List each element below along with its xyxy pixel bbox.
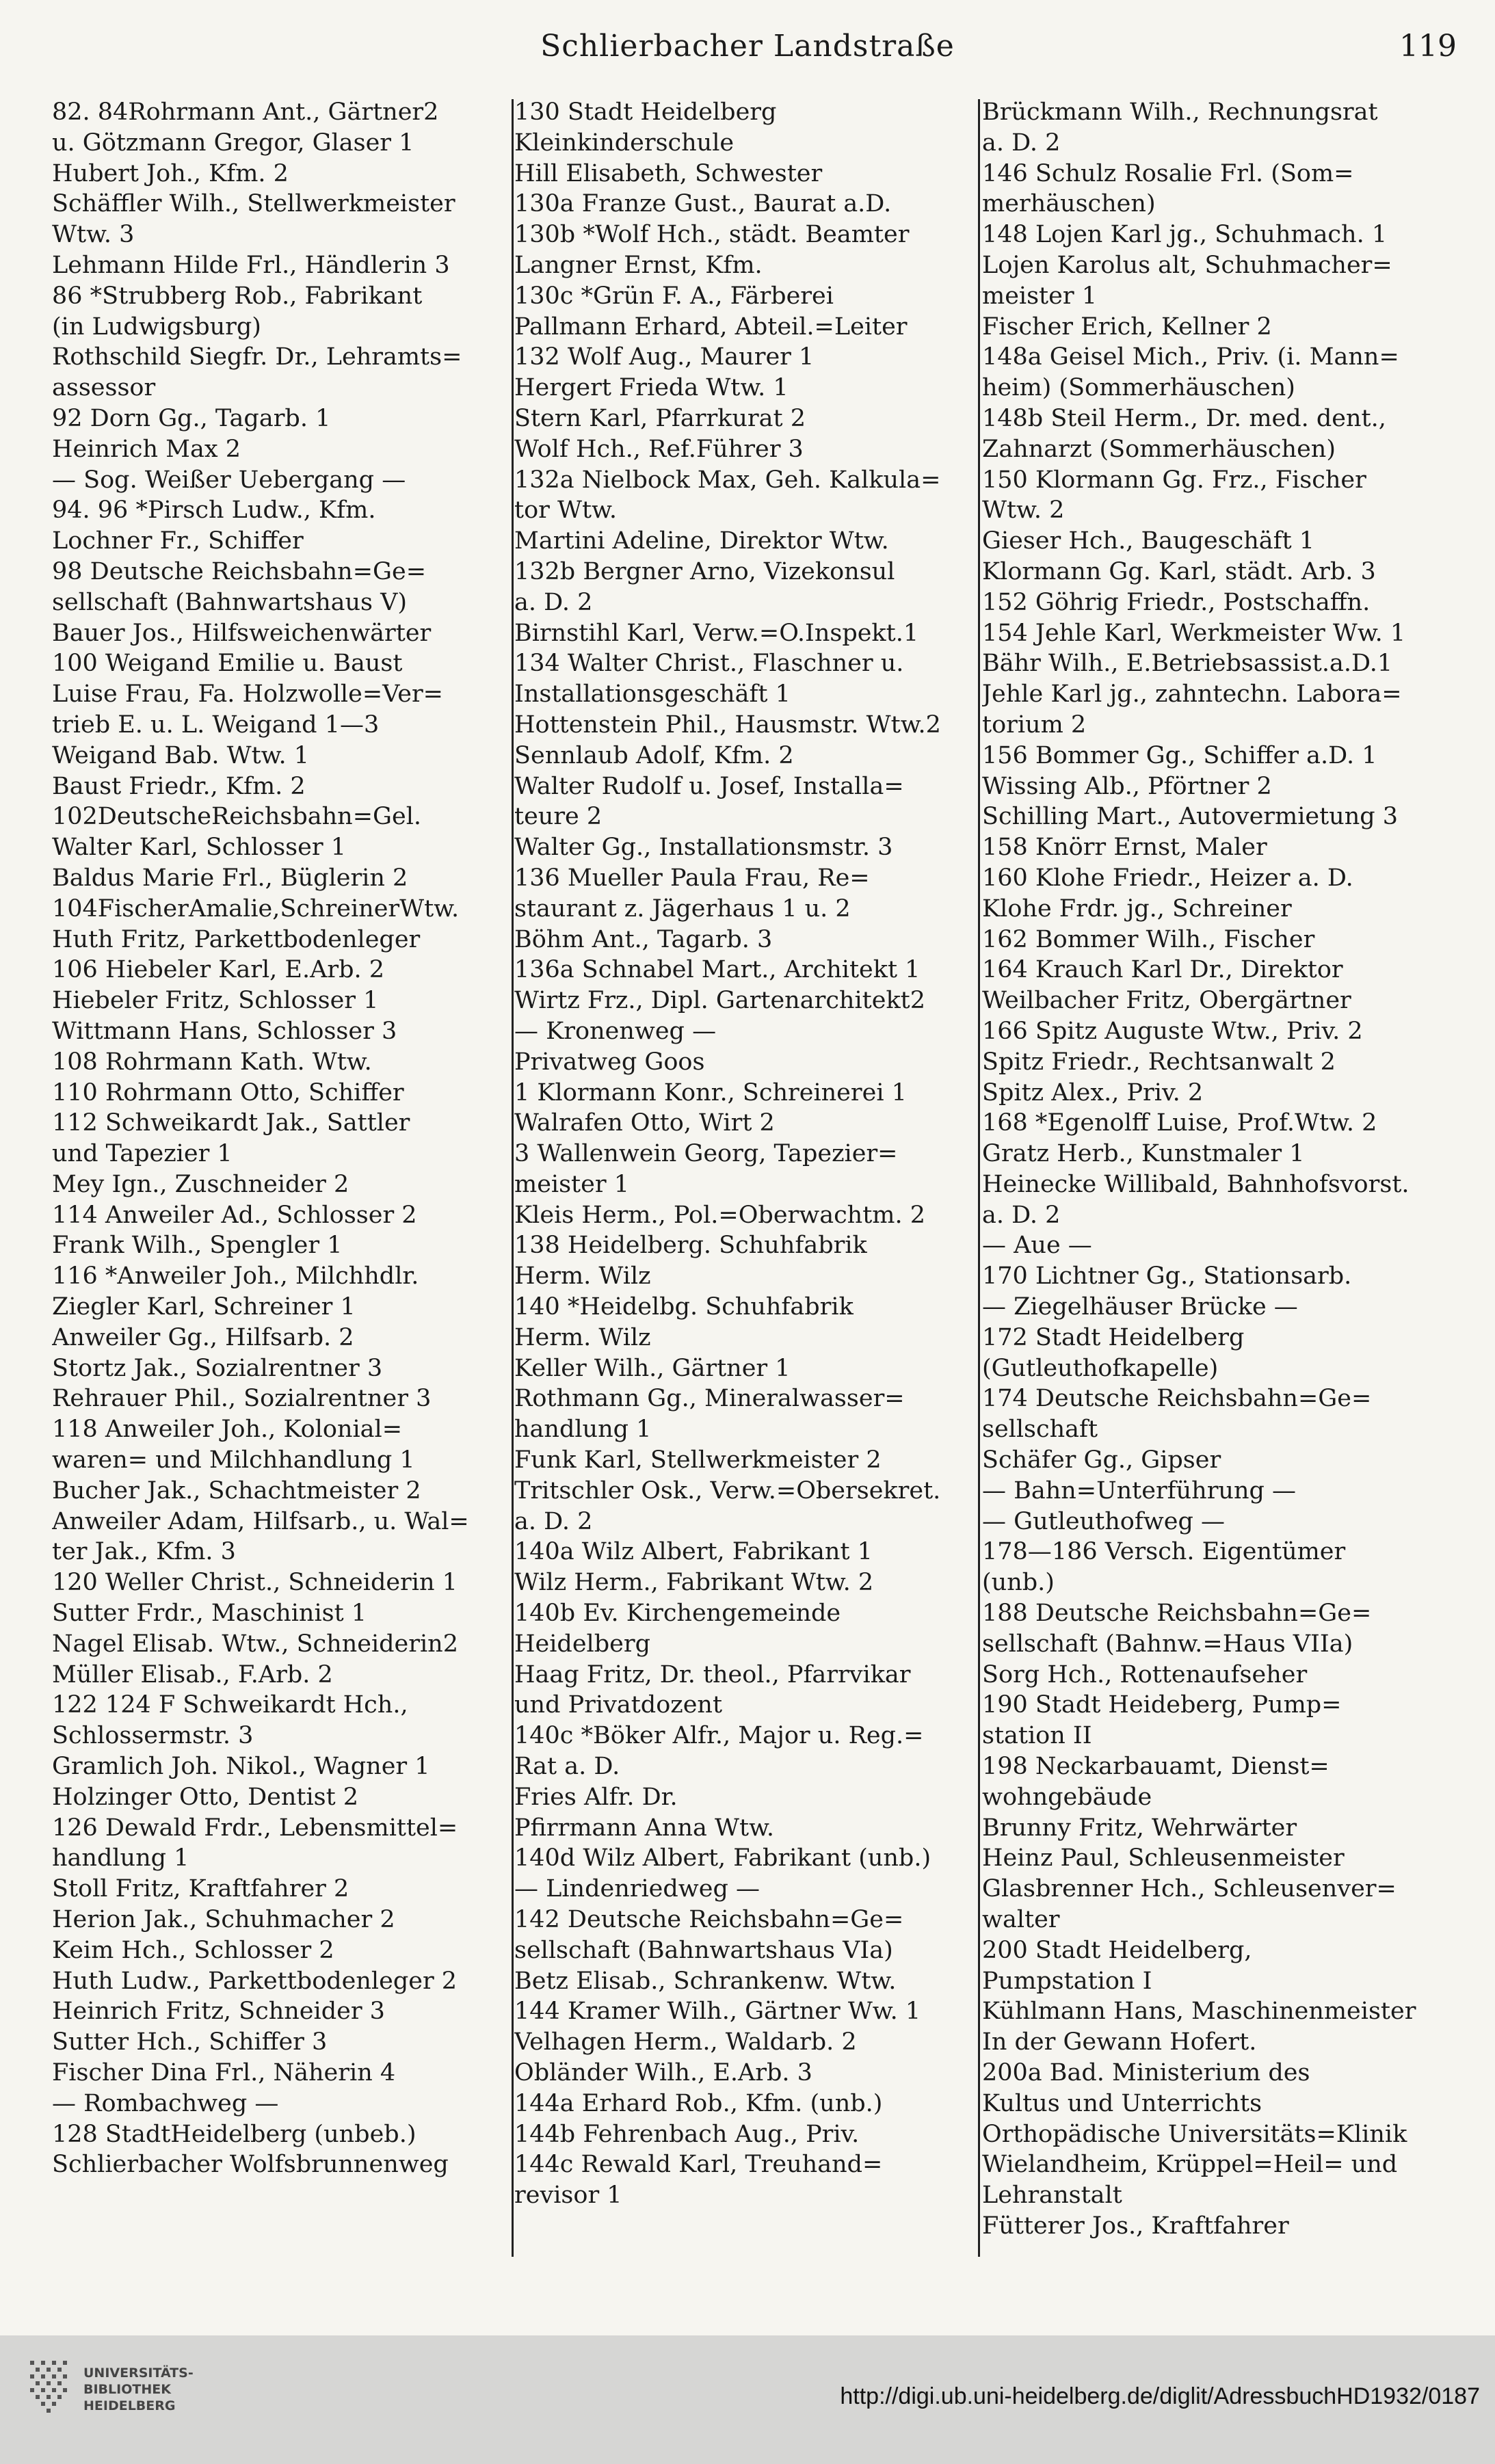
directory-line: 170 Lichtner Gg., Stationsarb.	[982, 1262, 1352, 1290]
directory-line: Betz Elisab., Schrankenw. Wtw.	[514, 1967, 897, 1995]
directory-line: u. Götzmann Gregor, Glaser 1	[52, 129, 414, 157]
directory-line: Schilling Mart., Autovermietung 3	[982, 803, 1399, 831]
directory-line: 136a Schnabel Mart., Architekt 1	[514, 956, 921, 984]
directory-line: Wtw. 2	[982, 496, 1065, 525]
directory-line: Funk Karl, Stellwerkmeister 2	[514, 1446, 882, 1474]
directory-line: Frank Wilh., Spengler 1	[52, 1232, 343, 1260]
directory-column-2	[514, 97, 979, 2260]
directory-line: Birnstihl Karl, Verw.=O.Inspekt.1	[514, 619, 919, 647]
directory-line: 144c Rewald Karl, Treuhand=	[514, 2151, 883, 2179]
directory-line: wohngebäude	[982, 1783, 1152, 1811]
directory-line: Wolf Hch., Ref.Führer 3	[514, 435, 804, 463]
directory-line: Baust Friedr., Kfm. 2	[52, 772, 306, 800]
directory-line: 178—186 Versch. Eigentümer	[982, 1538, 1346, 1566]
directory-line: 110 Rohrmann Otto, Schiffer	[52, 1078, 404, 1107]
directory-line: Hergert Frieda Wtw. 1	[514, 374, 789, 402]
directory-line: Velhagen Herm., Waldarb. 2	[514, 2028, 857, 2056]
page-title: Schlierbacher Landstraße	[540, 29, 955, 64]
source-url-link[interactable]: http://digi.ub.uni-heidelberg.de/diglit/AdressbuchHD1932/0187	[840, 2383, 1480, 2409]
directory-line: merhäuschen)	[982, 190, 1156, 218]
directory-line: Klohe Frdr. jg., Schreiner	[982, 895, 1292, 923]
directory-line: 138 Heidelberg. Schuhfabrik	[514, 1232, 867, 1260]
directory-line: Huth Fritz, Parkettbodenleger	[52, 925, 421, 953]
directory-line: Lojen Karolus alt, Schuhmacher=	[982, 251, 1392, 279]
directory-column-3	[982, 97, 1447, 2260]
directory-line: (Gutleuthofkapelle)	[982, 1354, 1219, 1382]
directory-line: und Privatdozent	[514, 1691, 723, 1719]
library-name-line: HEIDELBERG	[83, 2398, 176, 2413]
directory-line: Stoll Fritz, Kraftfahrer 2	[52, 1875, 349, 1903]
directory-line: tor Wtw.	[514, 496, 617, 525]
directory-line: a. D. 2	[982, 1201, 1061, 1229]
directory-line: Brunny Fritz, Wehrwärter	[982, 1814, 1297, 1842]
directory-line: Luise Frau, Fa. Holzwolle=Ver=	[52, 680, 443, 708]
directory-line: meister 1	[514, 1170, 629, 1198]
university-library-logo-icon	[27, 2358, 70, 2424]
directory-line: 102DeutscheReichsbahn=Gel.	[52, 803, 422, 831]
directory-line: Anweiler Adam, Hilfsarb., u. Wal=	[52, 1507, 469, 1535]
directory-line: 94. 96 *Pirsch Ludw., Kfm.	[52, 496, 376, 525]
directory-line: 148b Steil Herm., Dr. med. dent.,	[982, 404, 1386, 432]
directory-line: staurant z. Jägerhaus 1 u. 2	[514, 895, 851, 923]
directory-line: 140c *Böker Alfr., Major u. Reg.=	[514, 1722, 924, 1750]
directory-line: Lehmann Hilde Frl., Händlerin 3	[52, 251, 450, 279]
directory-line: Rothschild Siegfr. Dr., Lehramts=	[52, 343, 462, 371]
directory-line: Wilz Herm., Fabrikant Wtw. 2	[514, 1569, 874, 1597]
directory-line: 122 124 F Schweikardt Hch.,	[52, 1691, 408, 1719]
directory-line: Fischer Erich, Kellner 2	[982, 313, 1272, 341]
directory-line: Müller Elisab., F.Arb. 2	[52, 1660, 333, 1688]
directory-line: 132b Bergner Arno, Vizekonsul	[514, 557, 895, 585]
directory-line: Gratz Herb., Kunstmaler 1	[982, 1140, 1305, 1168]
directory-line: und Tapezier 1	[52, 1140, 233, 1168]
directory-line: 162 Bommer Wilh., Fischer	[982, 925, 1315, 953]
directory-line: Walter Gg., Installationsmstr. 3	[514, 834, 893, 862]
directory-line: Sorg Hch., Rottenaufseher	[982, 1660, 1308, 1688]
directory-line: Rehrauer Phil., Sozialrentner 3	[52, 1385, 432, 1413]
library-name-line: BIBLIOTHEK	[83, 2382, 171, 2397]
directory-line: Herm. Wilz	[514, 1323, 651, 1351]
page-number: 119	[1399, 29, 1457, 64]
directory-line: 3 Wallenwein Georg, Tapezier=	[514, 1140, 898, 1168]
directory-line: 114 Anweiler Ad., Schlosser 2	[52, 1201, 417, 1229]
directory-line: 100 Weigand Emilie u. Baust	[52, 650, 403, 678]
directory-line: ter Jak., Kfm. 3	[52, 1538, 236, 1566]
library-name	[83, 2365, 194, 2414]
directory-line: Pfirrmann Anna Wtw.	[514, 1814, 774, 1842]
directory-line: Glasbrenner Hch., Schleusenver=	[982, 1875, 1397, 1903]
directory-line: — Ziegelhäuser Brücke —	[982, 1293, 1298, 1321]
directory-line: Anweiler Gg., Hilfsarb. 2	[52, 1323, 354, 1351]
directory-line: Lehranstalt	[982, 2182, 1122, 2210]
directory-line: a. D. 2	[514, 588, 593, 616]
directory-line: — Gutleuthofweg —	[982, 1507, 1225, 1535]
directory-line: 164 Krauch Karl Dr., Direktor	[982, 956, 1343, 984]
directory-line: 160 Klohe Friedr., Heizer a. D.	[982, 864, 1353, 892]
directory-line: Sutter Hch., Schiffer 3	[52, 2028, 328, 2056]
directory-line: 144b Fehrenbach Aug., Priv.	[514, 2120, 860, 2148]
directory-line: 156 Bommer Gg., Schiffer a.D. 1	[982, 741, 1377, 769]
directory-line: Wittmann Hans, Schlosser 3	[52, 1017, 397, 1045]
directory-line: Weigand Bab. Wtw. 1	[52, 741, 309, 769]
directory-line: 86 *Strubberg Rob., Fabrikant	[52, 282, 423, 310]
directory-line: a. D. 2	[514, 1507, 593, 1535]
directory-line: Hottenstein Phil., Hausmstr. Wtw.2	[514, 711, 941, 739]
directory-line: Wissing Alb., Pförtner 2	[982, 772, 1272, 800]
directory-line: Langner Ernst, Kfm.	[514, 251, 763, 279]
directory-line: Hubert Joh., Kfm. 2	[52, 159, 289, 187]
directory-line: Heinecke Willibald, Bahnhofsvorst.	[982, 1170, 1410, 1198]
directory-line: (in Ludwigsburg)	[52, 313, 261, 341]
directory-line: In der Gewann Hofert.	[982, 2028, 1257, 2056]
directory-line: revisor 1	[514, 2182, 622, 2210]
directory-line: 146 Schulz Rosalie Frl. (Som=	[982, 159, 1354, 187]
directory-line: Sennlaub Adolf, Kfm. 2	[514, 741, 794, 769]
directory-line: — Kronenweg —	[514, 1017, 717, 1045]
directory-line: Herm. Wilz	[514, 1262, 651, 1290]
directory-line: Herion Jak., Schuhmacher 2	[52, 1906, 395, 1934]
directory-line: 126 Dewald Frdr., Lebensmittel=	[52, 1814, 458, 1842]
directory-line: Orthopädische Universitäts=Klinik	[982, 2120, 1407, 2148]
directory-line: Huth Ludw., Parkettbodenleger 2	[52, 1967, 458, 1995]
directory-line: Walrafen Otto, Wirt 2	[514, 1109, 775, 1137]
directory-line: Keim Hch., Schlosser 2	[52, 1936, 334, 1964]
directory-line: Jehle Karl jg., zahntechn. Labora=	[982, 680, 1402, 708]
directory-line: Mey Ign., Zuschneider 2	[52, 1170, 349, 1198]
directory-line: 130a Franze Gust., Baurat a.D.	[514, 190, 892, 218]
directory-line: 106 Hiebeler Karl, E.Arb. 2	[52, 956, 385, 984]
directory-line: Kultus und Unterrichts	[982, 2089, 1262, 2117]
directory-line: Hill Elisabeth, Schwester	[514, 159, 823, 187]
directory-line: Lochner Fr., Schiffer	[52, 527, 304, 555]
directory-line: Heinz Paul, Schleusenmeister	[982, 1844, 1345, 1872]
directory-line: handlung 1	[514, 1416, 652, 1444]
directory-line: 152 Göhrig Friedr., Postschaffn.	[982, 588, 1371, 616]
directory-line: 154 Jehle Karl, Werkmeister Ww. 1	[982, 619, 1406, 647]
directory-line: 120 Weller Christ., Schneiderin 1	[52, 1569, 458, 1597]
directory-line: Bähr Wilh., E.Betriebsassist.a.D.1	[982, 650, 1393, 678]
directory-line: 166 Spitz Auguste Wtw., Priv. 2	[982, 1017, 1363, 1045]
directory-line: 148 Lojen Karl jg., Schuhmach. 1	[982, 221, 1388, 249]
directory-line: Schäffler Wilh., Stellwerkmeister	[52, 190, 455, 218]
directory-line: Schlossermstr. 3	[52, 1722, 254, 1750]
directory-line: 140b Ev. Kirchengemeinde	[514, 1600, 841, 1628]
directory-line: 198 Neckarbauamt, Dienst=	[982, 1753, 1329, 1781]
directory-line: 144a Erhard Rob., Kfm. (unb.)	[514, 2089, 883, 2117]
directory-line: Holzinger Otto, Dentist 2	[52, 1783, 359, 1811]
directory-line: 128 StadtHeidelberg (unbeb.)	[52, 2120, 416, 2148]
directory-line: 168 *Egenolff Luise, Prof.Wtw. 2	[982, 1109, 1377, 1137]
directory-line: 140d Wilz Albert, Fabrikant (unb.)	[514, 1844, 931, 1872]
directory-line: teure 2	[514, 803, 603, 831]
directory-line: Privatweg Goos	[514, 1048, 705, 1076]
directory-line: 136 Mueller Paula Frau, Re=	[514, 864, 870, 892]
directory-line: 112 Schweikardt Jak., Sattler	[52, 1109, 410, 1137]
directory-line: Bauer Jos., Hilfsweichenwärter	[52, 619, 432, 647]
directory-line: Tritschler Osk., Verw.=Obersekret.	[514, 1476, 941, 1505]
directory-line: Sutter Frdr., Maschinist 1	[52, 1600, 367, 1628]
directory-line: Baldus Marie Frl., Büglerin 2	[52, 864, 408, 892]
directory-line: sellschaft (Bahnw.=Haus VIIa)	[982, 1630, 1353, 1658]
directory-line: 134 Walter Christ., Flaschner u.	[514, 650, 904, 678]
directory-line: walter	[982, 1906, 1060, 1934]
directory-line: Obländer Wilh., E.Arb. 3	[514, 2059, 812, 2087]
directory-line: Kleis Herm., Pol.=Oberwachtm. 2	[514, 1201, 925, 1229]
directory-line: 190 Stadt Heideberg, Pump=	[982, 1691, 1342, 1719]
directory-line: 172 Stadt Heidelberg	[982, 1323, 1245, 1351]
directory-line: Installationsgeschäft 1	[514, 680, 791, 708]
directory-line: 82. 84Rohrmann Ant., Gärtner2	[52, 98, 439, 126]
directory-line: sellschaft	[982, 1416, 1098, 1444]
directory-line: 104FischerAmalie,SchreinerWtw.	[52, 895, 460, 923]
directory-line: — Lindenriedweg —	[514, 1875, 760, 1903]
directory-line: Gieser Hch., Baugeschäft 1	[982, 527, 1315, 555]
directory-line: 118 Anweiler Joh., Kolonial=	[52, 1416, 403, 1444]
directory-line: 188 Deutsche Reichsbahn=Ge=	[982, 1600, 1372, 1628]
directory-line: 108 Rohrmann Kath. Wtw.	[52, 1048, 372, 1076]
directory-line: Martini Adeline, Direktor Wtw.	[514, 527, 889, 555]
directory-line: 140a Wilz Albert, Fabrikant 1	[514, 1538, 873, 1566]
directory-line: Heinrich Max 2	[52, 435, 241, 463]
directory-line: 1 Klormann Konr., Schreinerei 1	[514, 1078, 907, 1107]
directory-line: 132 Wolf Aug., Maurer 1	[514, 343, 815, 371]
directory-line: Pallmann Erhard, Abteil.=Leiter	[514, 313, 908, 341]
directory-line: Ziegler Karl, Schreiner 1	[52, 1293, 356, 1321]
directory-line: 144 Kramer Wilh., Gärtner Ww. 1	[514, 1998, 921, 2026]
directory-line: Bucher Jak., Schachtmeister 2	[52, 1476, 421, 1505]
directory-line: 92 Dorn Gg., Tagarb. 1	[52, 404, 331, 432]
directory-line: trieb E. u. L. Weigand 1—3	[52, 711, 380, 739]
directory-line: 130c *Grün F. A., Färberei	[514, 282, 834, 310]
directory-line: Gramlich Joh. Nikol., Wagner 1	[52, 1753, 430, 1781]
directory-line: Heinrich Fritz, Schneider 3	[52, 1998, 385, 2026]
directory-line: — Sog. Weißer Uebergang —	[52, 466, 406, 494]
directory-line: a. D. 2	[982, 129, 1061, 157]
directory-line: Stortz Jak., Sozialrentner 3	[52, 1354, 383, 1382]
directory-line: Schäfer Gg., Gipser	[982, 1446, 1221, 1474]
directory-line: Heidelberg	[514, 1630, 650, 1658]
directory-line: Haag Fritz, Dr. theol., Pfarrvikar	[514, 1660, 911, 1688]
directory-line: Wirtz Frz., Dipl. Gartenarchitekt2	[514, 987, 925, 1015]
directory-line: Böhm Ant., Tagarb. 3	[514, 925, 773, 953]
directory-line: Walter Karl, Schlosser 1	[52, 834, 346, 862]
directory-line: Stern Karl, Pfarrkurat 2	[514, 404, 806, 432]
directory-line: Kleinkinderschule	[514, 129, 735, 157]
directory-line: Klormann Gg. Karl, städt. Arb. 3	[982, 557, 1376, 585]
directory-line: Brückmann Wilh., Rechnungsrat	[982, 98, 1378, 126]
directory-line: Zahnarzt (Sommerhäuschen)	[982, 435, 1336, 463]
directory-line: 98 Deutsche Reichsbahn=Ge=	[52, 557, 427, 585]
directory-line: Fischer Dina Frl., Näherin 4	[52, 2059, 396, 2087]
directory-line: Fütterer Jos., Kraftfahrer	[982, 2212, 1289, 2240]
library-name-line: UNIVERSITÄTS-	[83, 2366, 194, 2381]
directory-line: station II	[982, 1722, 1092, 1750]
directory-line: Hiebeler Fritz, Schlosser 1	[52, 987, 379, 1015]
directory-line: Kühlmann Hans, Maschinenmeister	[982, 1998, 1416, 2026]
directory-line: Schlierbacher Wolfsbrunnenweg	[52, 2151, 449, 2179]
directory-line: Weilbacher Fritz, Obergärtner	[982, 987, 1351, 1015]
directory-line: 174 Deutsche Reichsbahn=Ge=	[982, 1385, 1372, 1413]
directory-line: waren= und Milchhandlung 1	[52, 1446, 415, 1474]
directory-line: torium 2	[982, 711, 1087, 739]
directory-line: sellschaft (Bahnwartshaus VIa)	[514, 1936, 893, 1964]
directory-line: 140 *Heidelbg. Schuhfabrik	[514, 1293, 854, 1321]
directory-line: Rat a. D.	[514, 1753, 620, 1781]
directory-line: Spitz Alex., Priv. 2	[982, 1078, 1204, 1107]
directory-line: 148a Geisel Mich., Priv. (i. Mann=	[982, 343, 1399, 371]
directory-line: sellschaft (Bahnwartshaus V)	[52, 588, 408, 616]
directory-line: 200a Bad. Ministerium des	[982, 2059, 1310, 2087]
directory-line: assessor	[52, 374, 156, 402]
directory-line: heim) (Sommerhäuschen)	[982, 374, 1295, 402]
directory-line: Wielandheim, Krüppel=Heil= und	[982, 2151, 1398, 2179]
directory-line: — Rombachweg —	[52, 2089, 279, 2117]
directory-line: 130b *Wolf Hch., städt. Beamter	[514, 221, 910, 249]
directory-line: — Aue —	[982, 1232, 1092, 1260]
directory-line: handlung 1	[52, 1844, 189, 1872]
directory-line: Fries Alfr. Dr.	[514, 1783, 678, 1811]
directory-line: 132a Nielbock Max, Geh. Kalkula=	[514, 466, 941, 494]
directory-line: Wtw. 3	[52, 221, 135, 249]
directory-line: Rothmann Gg., Mineralwasser=	[514, 1385, 905, 1413]
directory-line: meister 1	[982, 282, 1097, 310]
directory-line: 200 Stadt Heidelberg,	[982, 1936, 1252, 1964]
directory-line: 150 Klormann Gg. Frz., Fischer	[982, 466, 1366, 494]
directory-line: Keller Wilh., Gärtner 1	[514, 1354, 791, 1382]
directory-column-1	[52, 97, 517, 2260]
directory-line: 158 Knörr Ernst, Maler	[982, 834, 1267, 862]
directory-line: 142 Deutsche Reichsbahn=Ge=	[514, 1906, 904, 1934]
directory-line: Spitz Friedr., Rechtsanwalt 2	[982, 1048, 1336, 1076]
directory-line: Nagel Elisab. Wtw., Schneiderin2	[52, 1630, 458, 1658]
directory-line: 116 *Anweiler Joh., Milchhdlr.	[52, 1262, 419, 1290]
directory-line: Walter Rudolf u. Josef, Installa=	[514, 772, 904, 800]
directory-line: — Bahn=Unterführung —	[982, 1476, 1297, 1505]
directory-line: Pumpstation I	[982, 1967, 1152, 1995]
directory-line: (unb.)	[982, 1569, 1055, 1597]
directory-line: 130 Stadt Heidelberg	[514, 98, 777, 126]
